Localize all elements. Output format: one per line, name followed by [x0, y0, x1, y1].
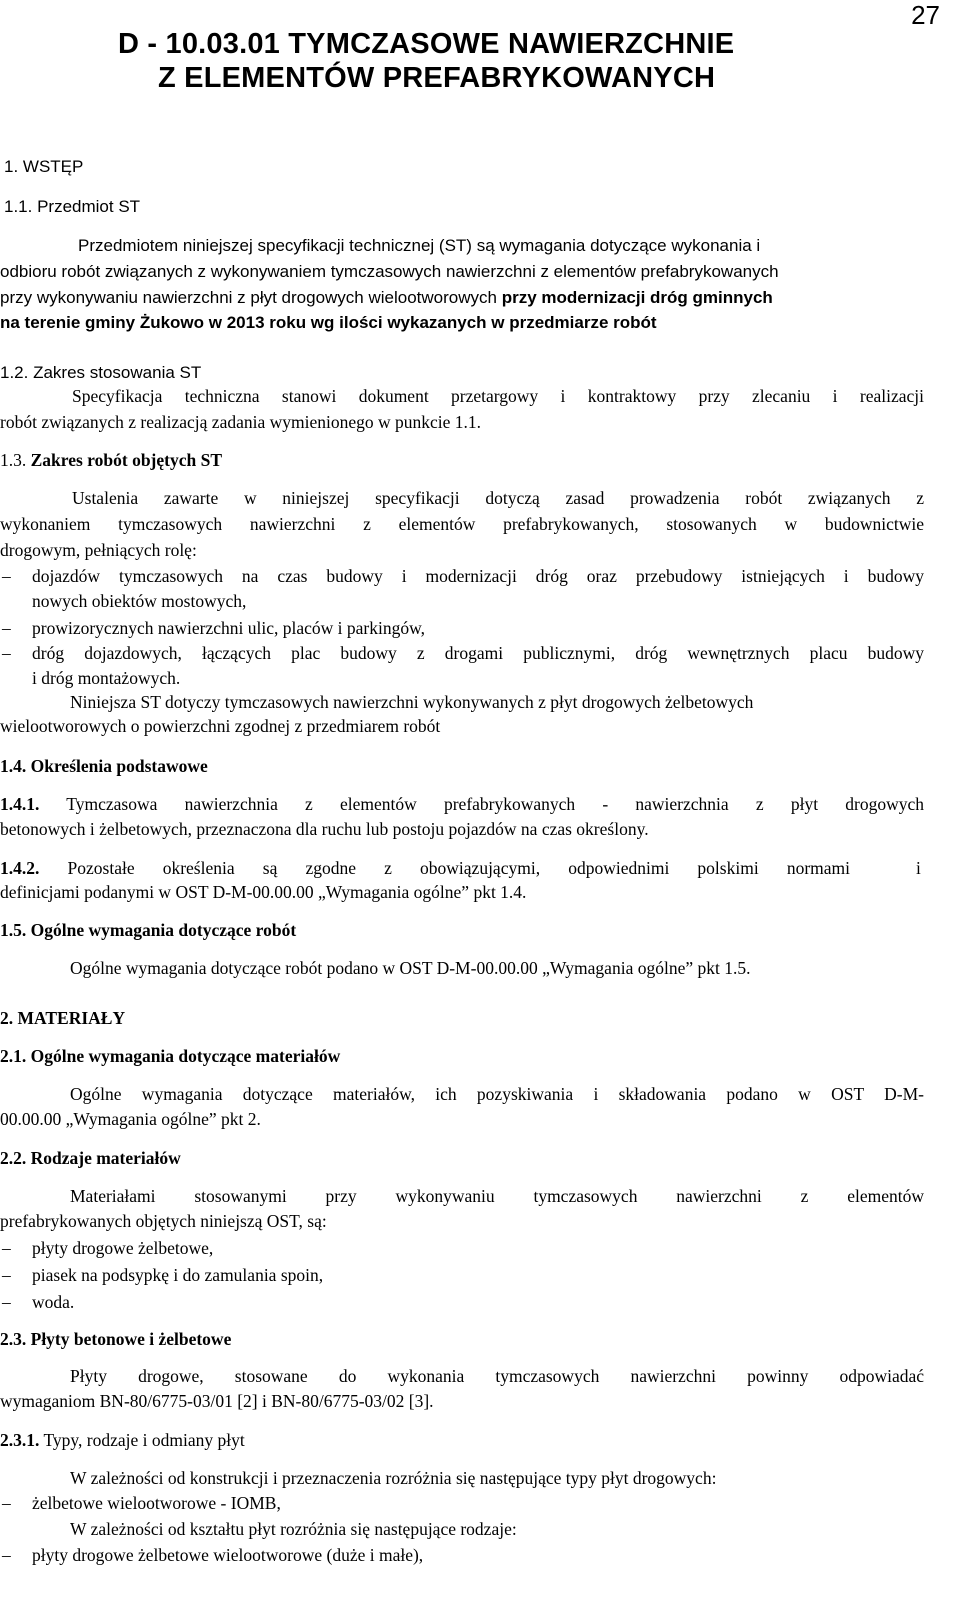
s1-3-intro-line1: Ustalenia zawarte w niniejszej specyfikacji dotyczą zasad prowadzenia robót związanych z — [72, 488, 924, 508]
s1-3-heading-number: 1.3. — [0, 450, 27, 470]
s2-2-bullet3: woda. — [32, 1292, 75, 1312]
s1-1-line2: odbioru robót związanych z wykonywaniem tymczasowych nawierzchni z elementów prefabrykowanych — [0, 262, 779, 281]
s1-1-bold-line: na terenie gminy Żukowo w 2013 roku wg ilości wykazanych w przedmiarze robót — [0, 313, 657, 332]
s1-1-line3-bold: przy modernizacji dróg gminnych — [501, 288, 773, 307]
s1-4-2-line2: definicjami podanymi w OST D-M-00.00.00 „Wymagania ogólne” pkt 1.4. — [0, 882, 527, 902]
section-2-3-heading: 2.3. Płyty betonowe i żelbetowe — [0, 1329, 232, 1349]
section-1-4-heading: 1.4. Określenia podstawowe — [0, 756, 208, 776]
s1-3-bullet3-line2: i dróg montażowych. — [32, 668, 181, 688]
s2-3-1-line2: W zależności od kształtu płyt rozróżnia się następujące rodzaje: — [70, 1519, 517, 1539]
section-2-1-heading: 2.1. Ogólne wymagania dotyczące materiałów — [0, 1046, 341, 1066]
s1-4-2-line1 — [0, 858, 850, 879]
s1-4-1-text: Tymczasowa nawierzchnia z elementów prefabrykowanych - nawierzchnia z płyt drogowych — [66, 794, 925, 814]
s1-5-text: Ogólne wymagania dotyczące robót podano w OST D-M-00.00.00 „Wymagania ogólne” pkt 1.5. — [70, 958, 751, 978]
bullet-dash: – — [2, 643, 11, 663]
s1-3-bullet3-line1: dróg dojazdowych, łączących plac budowy z drogami publicznymi, dróg wewnętrznych placu budowy — [32, 643, 924, 663]
section-1-2-heading: 1.2. Zakres stosowania ST — [0, 363, 202, 382]
s1-1-line3-text: przy wykonywaniu nawierzchni z płyt drogowych wielootworowych — [0, 288, 502, 307]
s2-1-line2: 00.00.00 „Wymagania ogólne” pkt 2. — [0, 1109, 261, 1129]
s2-3-1-bullet1: żelbetowe wielootworowe - IOMB, — [32, 1493, 281, 1513]
s2-2-bullet2: piasek na podsypkę i do zamulania spoin, — [32, 1265, 324, 1285]
section-2-3-1-heading — [0, 1430, 245, 1451]
s2-3-1-heading-text: Typy, rodzaje i odmiany płyt — [43, 1430, 245, 1450]
document-title-line2: Z ELEMENTÓW PREFABRYKOWANYCH — [158, 62, 716, 94]
bullet-dash: – — [2, 1292, 11, 1312]
s2-2-line2: prefabrykowanych objętych niniejszą OST, są: — [0, 1211, 327, 1231]
s1-2-line1: Specyfikacja techniczna stanowi dokument przetargowy i kontraktowy przy zlecaniu i realizacji — [72, 386, 924, 406]
s1-4-2-conjunction: i — [916, 858, 921, 878]
s1-3-intro-line3: drogowym, pełniących rolę: — [0, 540, 197, 560]
section-2-2-heading: 2.2. Rodzaje materiałów — [0, 1148, 181, 1168]
document-title-line1: D - 10.03.01 TYMCZASOWE NAWIERZCHNIE — [118, 28, 735, 60]
s2-3-1-heading-number: 2.3.1. — [0, 1430, 40, 1450]
s1-4-2-number: 1.4.2. — [0, 858, 40, 878]
s2-3-1-line1: W zależności od konstrukcji i przeznaczenia rozróżnia się następujące typy płyt drogowych: — [70, 1468, 717, 1488]
s2-3-line1: Płyty drogowe, stosowane do wykonania tymczasowych nawierzchni powinny odpowiadać — [70, 1366, 924, 1386]
s1-3-bullet2: prowizorycznych nawierzchni ulic, placów i parkingów, — [32, 618, 425, 638]
s1-3-heading-text: Zakres robót objętych ST — [30, 450, 223, 470]
bullet-dash: – — [2, 618, 11, 638]
s1-3-outro-line1: Niniejsza ST dotyczy tymczasowych nawierzchni wykonywanych z płyt drogowych żelbetowych — [70, 692, 754, 712]
s2-2-line1: Materiałami stosowanymi przy wykonywaniu tymczasowych nawierzchni z elementów — [70, 1186, 924, 1206]
s2-3-line2: wymaganiom BN-80/6775-03/01 [2] i BN-80/6775-03/02 [3]. — [0, 1391, 434, 1411]
s1-2-line2: robót związanych z realizacją zadania wymienionego w punkcie 1.1. — [0, 412, 482, 432]
section-1-5-heading: 1.5. Ogólne wymagania dotyczące robót — [0, 920, 297, 940]
section-1-heading: 1. WSTĘP — [4, 157, 84, 176]
s1-3-bullet1-line1: dojazdów tymczasowych na czas budowy i modernizacji dróg oraz przebudowy istniejących i budowy — [32, 566, 924, 586]
bullet-dash: – — [2, 1493, 11, 1513]
s1-1-line1: Przedmiotem niniejszej specyfikacji technicznej (ST) są wymagania dotyczące wykonania i — [78, 236, 761, 255]
bullet-dash: – — [2, 1238, 11, 1258]
s1-4-1-number: 1.4.1. — [0, 794, 40, 814]
bullet-dash: – — [2, 566, 11, 586]
s1-3-bullet1-line2: nowych obiektów mostowych, — [32, 591, 247, 611]
bullet-dash: – — [2, 1545, 11, 1565]
s2-1-line1: Ogólne wymagania dotyczące materiałów, ich pozyskiwania i składowania podano w OST D-M- — [70, 1084, 924, 1104]
s1-4-1-line2: betonowych i żelbetowych, przeznaczona dla ruchu lub postoju pojazdów na czas określony. — [0, 819, 649, 839]
s1-3-intro-line2: wykonaniem tymczasowych nawierzchni z elementów prefabrykowanych, stosowanych w budownictwie — [0, 514, 924, 534]
page-number: 27 — [911, 0, 940, 30]
bullet-dash: – — [2, 1265, 11, 1285]
s1-1-line3 — [0, 288, 773, 308]
section-2-heading: 2. MATERIAŁY — [0, 1008, 126, 1028]
s1-3-outro-line2: wielootworowych o powierzchni zgodnej z przedmiarem robót — [0, 716, 441, 736]
s1-4-2-text: Pozostałe określenia są zgodne z obowiązującymi, odpowiednimi polskimi normami — [67, 858, 851, 878]
s2-2-bullet1: płyty drogowe żelbetowe, — [32, 1238, 214, 1258]
s1-4-1-line1 — [0, 794, 924, 815]
section-1-3-heading — [0, 450, 222, 471]
s2-3-1-bullet2: płyty drogowe żelbetowe wielootworowe (duże i małe), — [32, 1545, 424, 1565]
section-1-1-heading: 1.1. Przedmiot ST — [4, 197, 141, 216]
